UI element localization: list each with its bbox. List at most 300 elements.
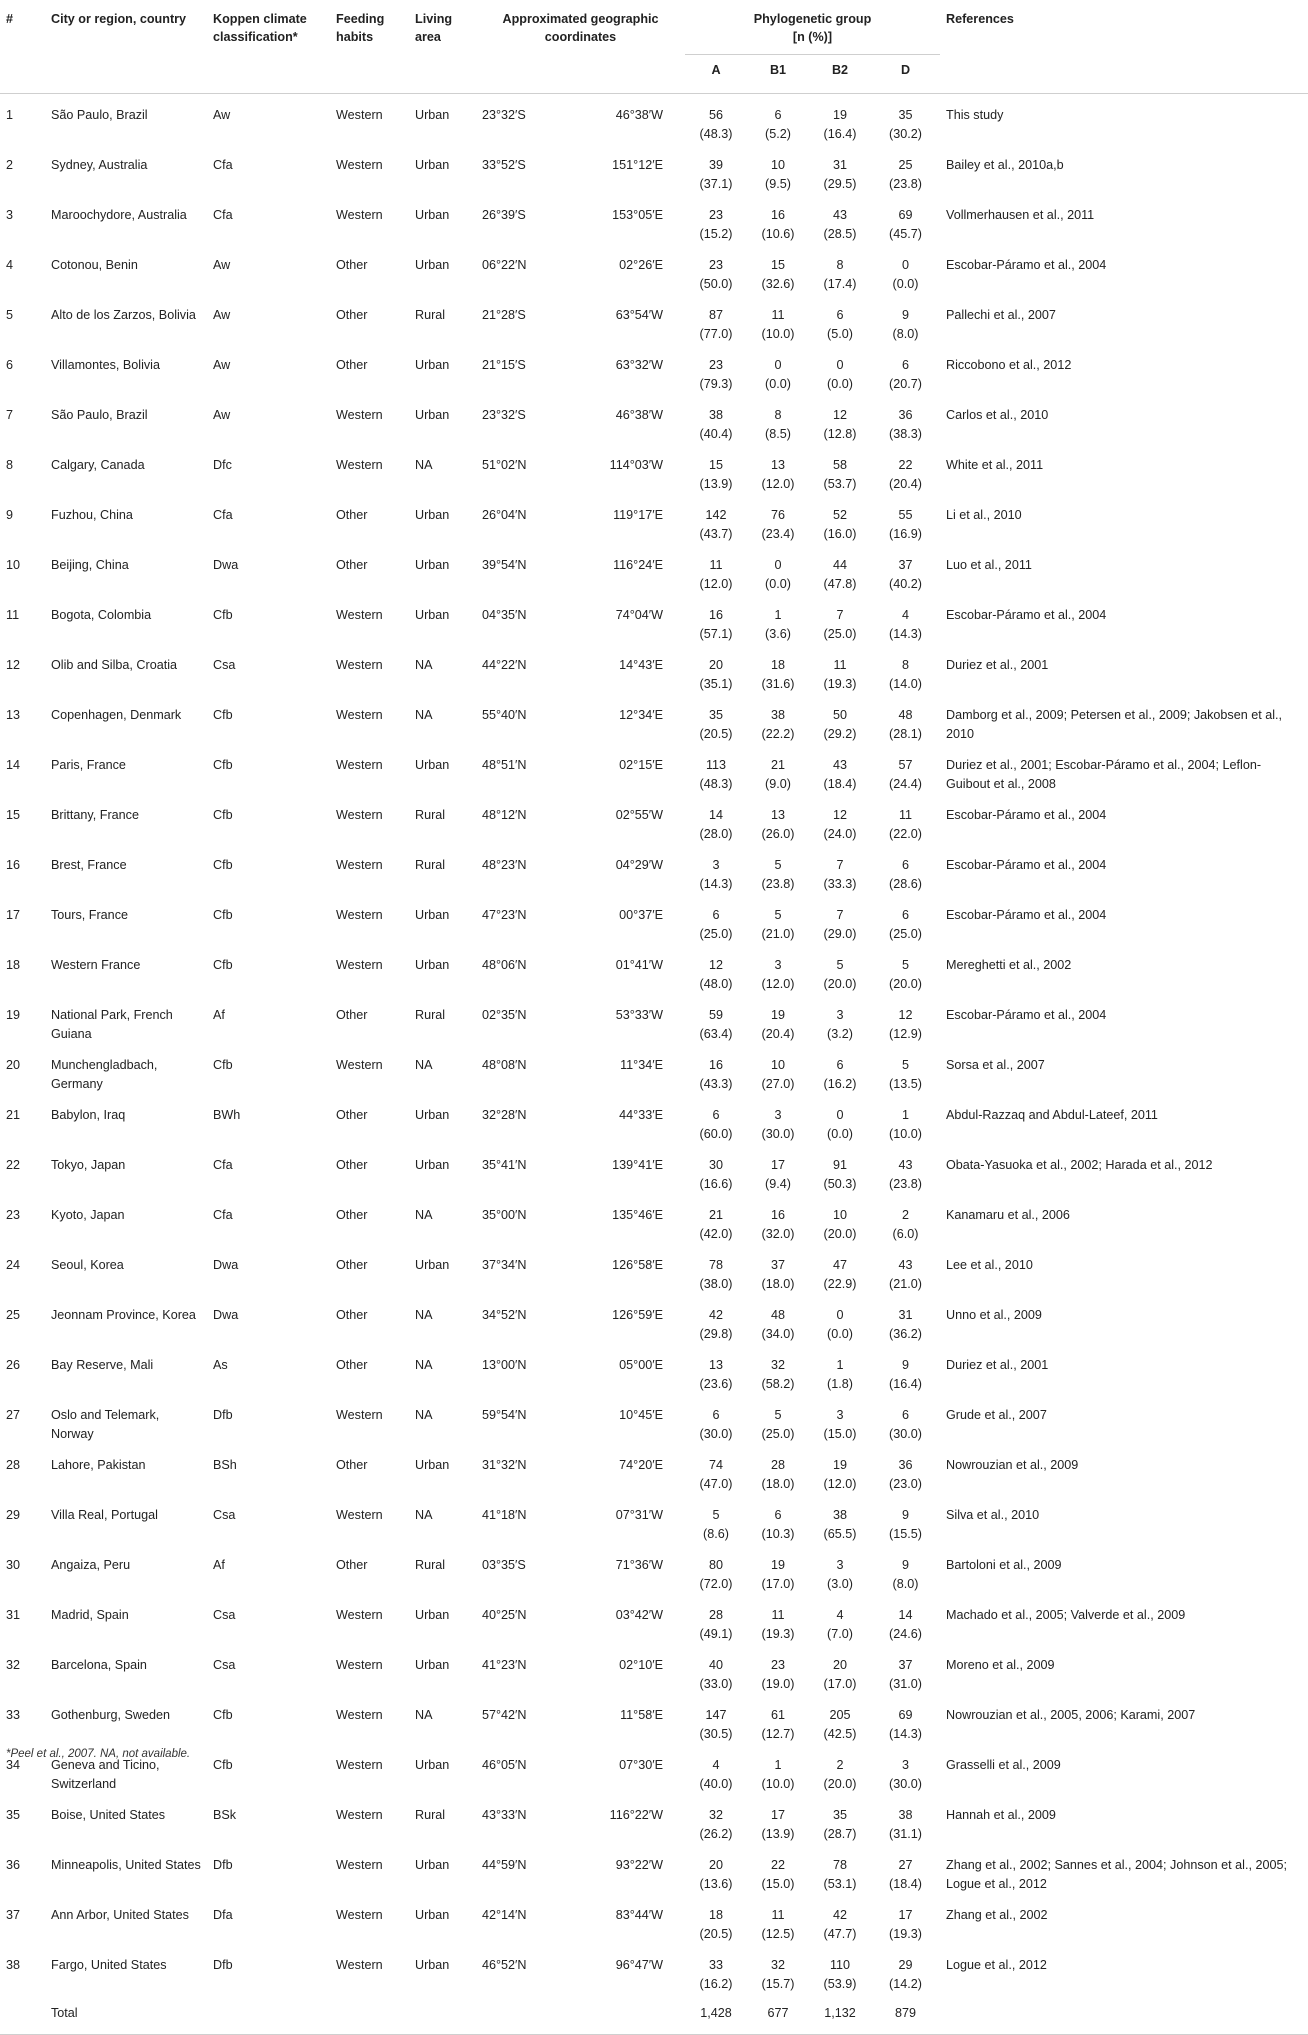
living-cell: NA [415, 458, 433, 472]
group-b2-cell [809, 1548, 871, 1598]
living-cell: Rural [415, 308, 446, 322]
latitude-cell: 31°32′N [482, 1458, 527, 1472]
group-count: 1 [836, 1358, 844, 1372]
group-count: 17 [770, 1808, 785, 1822]
latitude-cell: 57°42′N [482, 1708, 527, 1722]
header-group-a: A [685, 55, 747, 94]
group-percent: (23.8) [889, 176, 922, 191]
group-count: 38 [832, 1508, 847, 1522]
group-percent: (22.9) [823, 1276, 857, 1291]
group-d-cell [871, 1048, 940, 1098]
koppen-cell: Cfa [213, 1158, 233, 1172]
koppen-cell: Af [213, 1558, 225, 1572]
group-percent: (21.0) [761, 926, 795, 941]
koppen-cell: BWh [213, 1108, 241, 1122]
city-cell: Seoul, Korea [51, 1258, 124, 1272]
longitude-cell: 02°15′E [619, 758, 663, 772]
group-count: 48 [770, 1308, 785, 1322]
feeding-cell: Western [336, 858, 383, 872]
living-cell: Rural [415, 1008, 446, 1022]
group-b2-cell [809, 1198, 871, 1248]
group-count: 43 [898, 1258, 913, 1272]
city-cell: Oslo and Telemark, Norway [51, 1408, 160, 1441]
feeding-cell: Western [336, 608, 383, 622]
group-b1-cell [747, 998, 809, 1048]
group-b2-cell [809, 1748, 871, 1798]
group-percent: (20.4) [889, 476, 922, 491]
group-b1-cell [747, 1098, 809, 1148]
feeding-cell: Western [336, 908, 383, 922]
group-percent: (25.0) [889, 926, 922, 941]
koppen-cell: Dfc [213, 458, 232, 472]
reference-cell: Abdul-Razzaq and Abdul-Lateef, 2011 [946, 1108, 1158, 1122]
koppen-cell: Dfb [213, 1958, 233, 1972]
feeding-cell: Western [336, 1808, 383, 1822]
group-a-cell [685, 1398, 747, 1448]
group-percent: (47.8) [823, 576, 857, 591]
group-count: 6 [774, 1508, 782, 1522]
group-percent: (38.3) [889, 426, 922, 441]
table-row [0, 1598, 1308, 1648]
group-b1-cell [747, 248, 809, 298]
reference-cell: Vollmerhausen et al., 2011 [946, 208, 1095, 222]
feeding-cell: Western [336, 408, 383, 422]
city-cell: Tours, France [51, 908, 128, 922]
city-cell: Kyoto, Japan [51, 1208, 125, 1222]
koppen-cell: As [213, 1358, 228, 1372]
row-number: 2 [6, 158, 14, 172]
group-b2-cell [809, 1848, 871, 1898]
group-count: 48 [898, 708, 913, 722]
group-b1-cell [747, 1398, 809, 1448]
feeding-cell: Other [336, 308, 368, 322]
longitude-cell: 05°00′E [619, 1358, 663, 1372]
reference-cell: Escobar-Páramo et al., 2004 [946, 1008, 1107, 1022]
group-count: 37 [770, 1258, 785, 1272]
living-cell: Urban [415, 608, 450, 622]
reference-cell: Kanamaru et al., 2006 [946, 1208, 1070, 1222]
city-cell: Cotonou, Benin [51, 258, 138, 272]
table-row [0, 898, 1308, 948]
feeding-cell: Other [336, 358, 368, 372]
reference-cell: Unno et al., 2009 [946, 1308, 1042, 1322]
feeding-cell: Western [336, 1658, 383, 1672]
group-d-cell [871, 548, 940, 598]
koppen-cell: Cfa [213, 508, 233, 522]
reference-cell: Duriez et al., 2001 [946, 1358, 1049, 1372]
group-b1-cell [747, 1048, 809, 1098]
latitude-cell: 23°32′S [482, 108, 526, 122]
group-percent: (8.6) [703, 1526, 729, 1541]
group-percent: (31.1) [889, 1826, 922, 1841]
header-group-d: D [871, 55, 940, 94]
latitude-cell: 59°54′N [482, 1408, 527, 1422]
group-percent: (12.7) [761, 1726, 795, 1741]
group-percent: (57.1) [699, 626, 733, 641]
koppen-cell: Csa [213, 1658, 236, 1672]
group-count: 142 [705, 508, 727, 522]
living-cell: NA [415, 708, 433, 722]
group-count: 27 [898, 1858, 913, 1872]
group-count: 16 [770, 208, 785, 222]
row-number: 12 [6, 658, 21, 672]
group-b2-cell [809, 248, 871, 298]
group-percent: (40.0) [699, 1776, 733, 1791]
city-cell: Sydney, Australia [51, 158, 148, 172]
table-header [0, 4, 1308, 94]
group-b1-cell [747, 1948, 809, 1998]
group-count: 12 [832, 408, 847, 422]
group-count: 0 [836, 1108, 844, 1122]
group-percent: (22.0) [889, 826, 922, 841]
koppen-cell: BSh [213, 1458, 237, 1472]
group-a-cell [685, 1248, 747, 1298]
table-row [0, 1348, 1308, 1398]
row-number: 25 [6, 1308, 21, 1322]
group-percent: (30.0) [699, 1426, 733, 1441]
living-cell: NA [415, 1308, 433, 1322]
group-count: 13 [708, 1358, 723, 1372]
row-number: 16 [6, 858, 21, 872]
group-count: 32 [770, 1358, 785, 1372]
latitude-cell: 43°33′N [482, 1808, 527, 1822]
latitude-cell: 03°35′S [482, 1558, 526, 1572]
group-b1-cell [747, 1748, 809, 1798]
group-percent: (5.2) [765, 126, 791, 141]
group-count: 147 [705, 1708, 727, 1722]
reference-cell: Lee et al., 2010 [946, 1258, 1033, 1272]
group-count: 35 [832, 1808, 847, 1822]
living-cell: Rural [415, 1558, 446, 1572]
group-d-cell [871, 748, 940, 798]
group-b1-cell [747, 1598, 809, 1648]
city-cell: Angaiza, Peru [51, 1558, 131, 1572]
group-b1-cell [747, 298, 809, 348]
group-b2-cell [809, 148, 871, 198]
group-count: 8 [774, 408, 782, 422]
city-cell: Paris, France [51, 758, 126, 772]
reference-cell: Zhang et al., 2002 [946, 1908, 1048, 1922]
group-a-cell [685, 1198, 747, 1248]
group-percent: (58.2) [761, 1376, 795, 1391]
group-b2-cell [809, 998, 871, 1048]
latitude-cell: 44°59′N [482, 1858, 527, 1872]
group-count: 11 [898, 808, 913, 822]
city-cell: Olib and Silba, Croatia [51, 658, 178, 672]
group-a-cell [685, 398, 747, 448]
group-b1-cell [747, 448, 809, 498]
latitude-cell: 51°02′N [482, 458, 527, 472]
longitude-cell: 116°24′E [613, 558, 663, 572]
latitude-cell: 46°05′N [482, 1758, 527, 1772]
total-spacer [330, 1998, 409, 2035]
city-cell: Bay Reserve, Mali [51, 1358, 154, 1372]
row-number: 6 [6, 358, 14, 372]
group-count: 3 [901, 1758, 909, 1772]
living-cell: Urban [415, 258, 450, 272]
footnote: *Peel et al., 2007. NA, not available. [6, 1748, 191, 1760]
reference-cell: Carlos et al., 2010 [946, 408, 1049, 422]
group-d-cell [871, 798, 940, 848]
group-a-cell [685, 1598, 747, 1648]
koppen-cell: Cfb [213, 1708, 233, 1722]
group-count: 6 [836, 308, 844, 322]
group-percent: (42.5) [823, 1726, 857, 1741]
group-b2-cell [809, 1348, 871, 1398]
koppen-cell: Af [213, 1008, 225, 1022]
koppen-cell: Aw [213, 108, 231, 122]
city-cell: Copenhagen, Denmark [51, 708, 182, 722]
group-percent: (32.0) [761, 1226, 795, 1241]
group-count: 23 [708, 358, 723, 372]
group-count: 21 [708, 1208, 723, 1222]
group-percent: (29.2) [823, 726, 857, 741]
group-percent: (10.0) [761, 1776, 795, 1791]
city-cell: Babylon, Iraq [51, 1108, 126, 1122]
koppen-cell: Csa [213, 658, 236, 672]
row-number: 34 [6, 1758, 21, 1772]
living-cell: Urban [415, 758, 450, 772]
group-percent: (24.6) [889, 1626, 922, 1641]
row-number: 32 [6, 1658, 21, 1672]
group-percent: (23.8) [761, 876, 795, 891]
group-percent: (3.2) [827, 1026, 853, 1041]
group-count: 6 [901, 358, 909, 372]
group-count: 6 [774, 108, 782, 122]
living-cell: Urban [415, 358, 450, 372]
group-count: 3 [836, 1008, 844, 1022]
group-a-cell [685, 448, 747, 498]
group-count: 5 [901, 1058, 909, 1072]
group-percent: (10.6) [761, 226, 795, 241]
row-number: 36 [6, 1858, 21, 1872]
reference-cell: Duriez et al., 2001 [946, 658, 1049, 672]
group-b2-cell [809, 898, 871, 948]
group-a-cell [685, 598, 747, 648]
koppen-cell: BSk [213, 1808, 237, 1822]
group-count: 14 [898, 1608, 913, 1622]
group-count: 10 [770, 158, 785, 172]
group-d-cell [871, 898, 940, 948]
longitude-cell: 135°46′E [612, 1208, 663, 1222]
feeding-cell: Other [336, 1208, 368, 1222]
row-number: 23 [6, 1208, 21, 1222]
longitude-cell: 07°30′E [619, 1758, 663, 1772]
group-percent: (79.3) [699, 376, 733, 391]
group-count: 69 [898, 208, 913, 222]
feeding-cell: Western [336, 1758, 383, 1772]
group-count: 55 [898, 508, 913, 522]
group-d-cell [871, 1798, 940, 1848]
living-cell: Urban [415, 508, 450, 522]
row-number: 27 [6, 1408, 21, 1422]
group-b2-cell [809, 1798, 871, 1848]
group-percent: (16.4) [823, 126, 857, 141]
feeding-cell: Other [336, 1008, 368, 1022]
group-percent: (28.0) [699, 826, 733, 841]
latitude-cell: 04°35′N [482, 608, 527, 622]
group-percent: (12.0) [761, 976, 795, 991]
group-count: 113 [705, 758, 727, 772]
table-row [0, 198, 1308, 248]
group-b1-cell [747, 1148, 809, 1198]
reference-cell: Luo et al., 2011 [946, 558, 1032, 572]
group-percent: (42.0) [699, 1226, 733, 1241]
group-d-cell [871, 698, 940, 748]
group-count: 8 [836, 258, 844, 272]
group-percent: (9.4) [765, 1176, 791, 1191]
group-percent: (35.1) [699, 676, 733, 691]
group-count: 57 [898, 758, 913, 772]
group-count: 4 [901, 608, 909, 622]
group-b2-cell [809, 1448, 871, 1498]
group-count: 16 [708, 1058, 723, 1072]
header-city: City or region, country [51, 12, 187, 26]
group-b1-cell [747, 648, 809, 698]
feeding-cell: Western [336, 208, 383, 222]
group-b2-cell [809, 198, 871, 248]
group-count: 50 [832, 708, 847, 722]
longitude-cell: 12°34′E [619, 708, 663, 722]
feeding-cell: Western [336, 458, 383, 472]
table-row [0, 1648, 1308, 1698]
reference-cell: Li et al., 2010 [946, 508, 1022, 522]
koppen-cell: Cfa [213, 1208, 233, 1222]
group-d-cell [871, 248, 940, 298]
group-count: 4 [712, 1758, 720, 1772]
group-count: 0 [836, 1308, 844, 1322]
latitude-cell: 44°22′N [482, 658, 527, 672]
feeding-cell: Other [336, 1258, 368, 1272]
group-percent: (32.6) [761, 276, 795, 291]
group-count: 38 [770, 708, 785, 722]
latitude-cell: 48°06′N [482, 958, 527, 972]
group-a-cell [685, 1798, 747, 1848]
latitude-cell: 26°04′N [482, 508, 527, 522]
feeding-cell: Western [336, 1608, 383, 1622]
reference-cell: Riccobono et al., 2012 [946, 358, 1072, 372]
city-cell: São Paulo, Brazil [51, 108, 148, 122]
total-d: 879 [871, 1998, 940, 2035]
group-count: 58 [832, 458, 847, 472]
longitude-cell: 126°58′E [612, 1258, 663, 1272]
group-b1-cell [747, 1198, 809, 1248]
group-count: 16 [708, 608, 723, 622]
group-percent: (37.1) [699, 176, 733, 191]
row-number: 18 [6, 958, 21, 972]
group-percent: (25.0) [699, 926, 733, 941]
group-percent: (48.0) [699, 976, 733, 991]
row-number: 21 [6, 1108, 21, 1122]
group-b1-cell [747, 798, 809, 848]
koppen-cell: Cfb [213, 758, 233, 772]
group-percent: (31.6) [761, 676, 795, 691]
header-koppen: Koppen climate classification* [213, 12, 307, 44]
group-count: 13 [770, 458, 785, 472]
header-phylo [685, 4, 940, 55]
row-number: 31 [6, 1608, 21, 1622]
header-phylo-title: Phylogenetic group [753, 12, 872, 26]
group-count: 43 [832, 208, 847, 222]
group-percent: (22.2) [761, 726, 795, 741]
latitude-cell: 42°14′N [482, 1908, 527, 1922]
table-row [0, 1098, 1308, 1148]
group-count: 11 [833, 658, 847, 672]
table-row [0, 798, 1308, 848]
group-count: 28 [708, 1608, 723, 1622]
total-b2: 1,132 [809, 1998, 871, 2035]
total-spacer [0, 1998, 45, 2035]
group-d-cell [871, 198, 940, 248]
group-b2-cell [809, 94, 871, 149]
group-percent: (14.3) [699, 876, 733, 891]
group-b1-cell [747, 1548, 809, 1598]
row-number: 28 [6, 1458, 21, 1472]
group-percent: (21.0) [889, 1276, 922, 1291]
feeding-cell: Western [336, 108, 383, 122]
group-count: 15 [770, 258, 785, 272]
group-count: 61 [770, 1708, 785, 1722]
table-row [0, 698, 1308, 748]
reference-cell: Obata-Yasuoka et al., 2002; Harada et al., 2012 [946, 1158, 1213, 1172]
group-d-cell [871, 448, 940, 498]
group-a-cell [685, 1348, 747, 1398]
longitude-cell: 93°22′W [615, 1858, 663, 1872]
longitude-cell: 153°05′E [612, 208, 663, 222]
feeding-cell: Western [336, 1708, 383, 1722]
group-d-cell [871, 1548, 940, 1598]
living-cell: NA [415, 1358, 433, 1372]
group-count: 20 [832, 1658, 847, 1672]
reference-cell: Escobar-Páramo et al., 2004 [946, 908, 1107, 922]
group-percent: (77.0) [699, 326, 733, 341]
group-percent: (0.0) [765, 376, 791, 391]
feeding-cell: Other [336, 1458, 368, 1472]
table-row [0, 348, 1308, 398]
table-row [0, 94, 1308, 149]
group-a-cell [685, 548, 747, 598]
longitude-cell: 119°17′E [613, 508, 663, 522]
group-count: 5 [774, 858, 782, 872]
group-b2-cell [809, 298, 871, 348]
longitude-cell: 74°04′W [615, 608, 663, 622]
header-num: # [6, 12, 14, 26]
latitude-cell: 40°25′N [482, 1608, 527, 1622]
living-cell: NA [415, 1408, 433, 1422]
group-b2-cell [809, 1098, 871, 1148]
group-a-cell [685, 848, 747, 898]
total-row [0, 1998, 1308, 2035]
group-d-cell [871, 1398, 940, 1448]
group-percent: (15.0) [823, 1426, 857, 1441]
group-a-cell [685, 648, 747, 698]
group-percent: (15.5) [889, 1526, 922, 1541]
group-percent: (30.0) [889, 1426, 922, 1441]
group-b1-cell [747, 1348, 809, 1398]
group-count: 17 [898, 1908, 913, 1922]
group-count: 18 [770, 658, 785, 672]
group-b2-cell [809, 1898, 871, 1948]
group-count: 91 [832, 1158, 847, 1172]
living-cell: Urban [415, 1658, 450, 1672]
group-percent: (8.0) [892, 326, 919, 341]
group-a-cell [685, 1748, 747, 1798]
group-count: 6 [712, 1108, 720, 1122]
group-count: 36 [898, 1458, 913, 1472]
city-cell: Jeonnam Province, Korea [51, 1308, 196, 1322]
group-b1-cell [747, 198, 809, 248]
reference-cell: This study [946, 108, 1004, 122]
